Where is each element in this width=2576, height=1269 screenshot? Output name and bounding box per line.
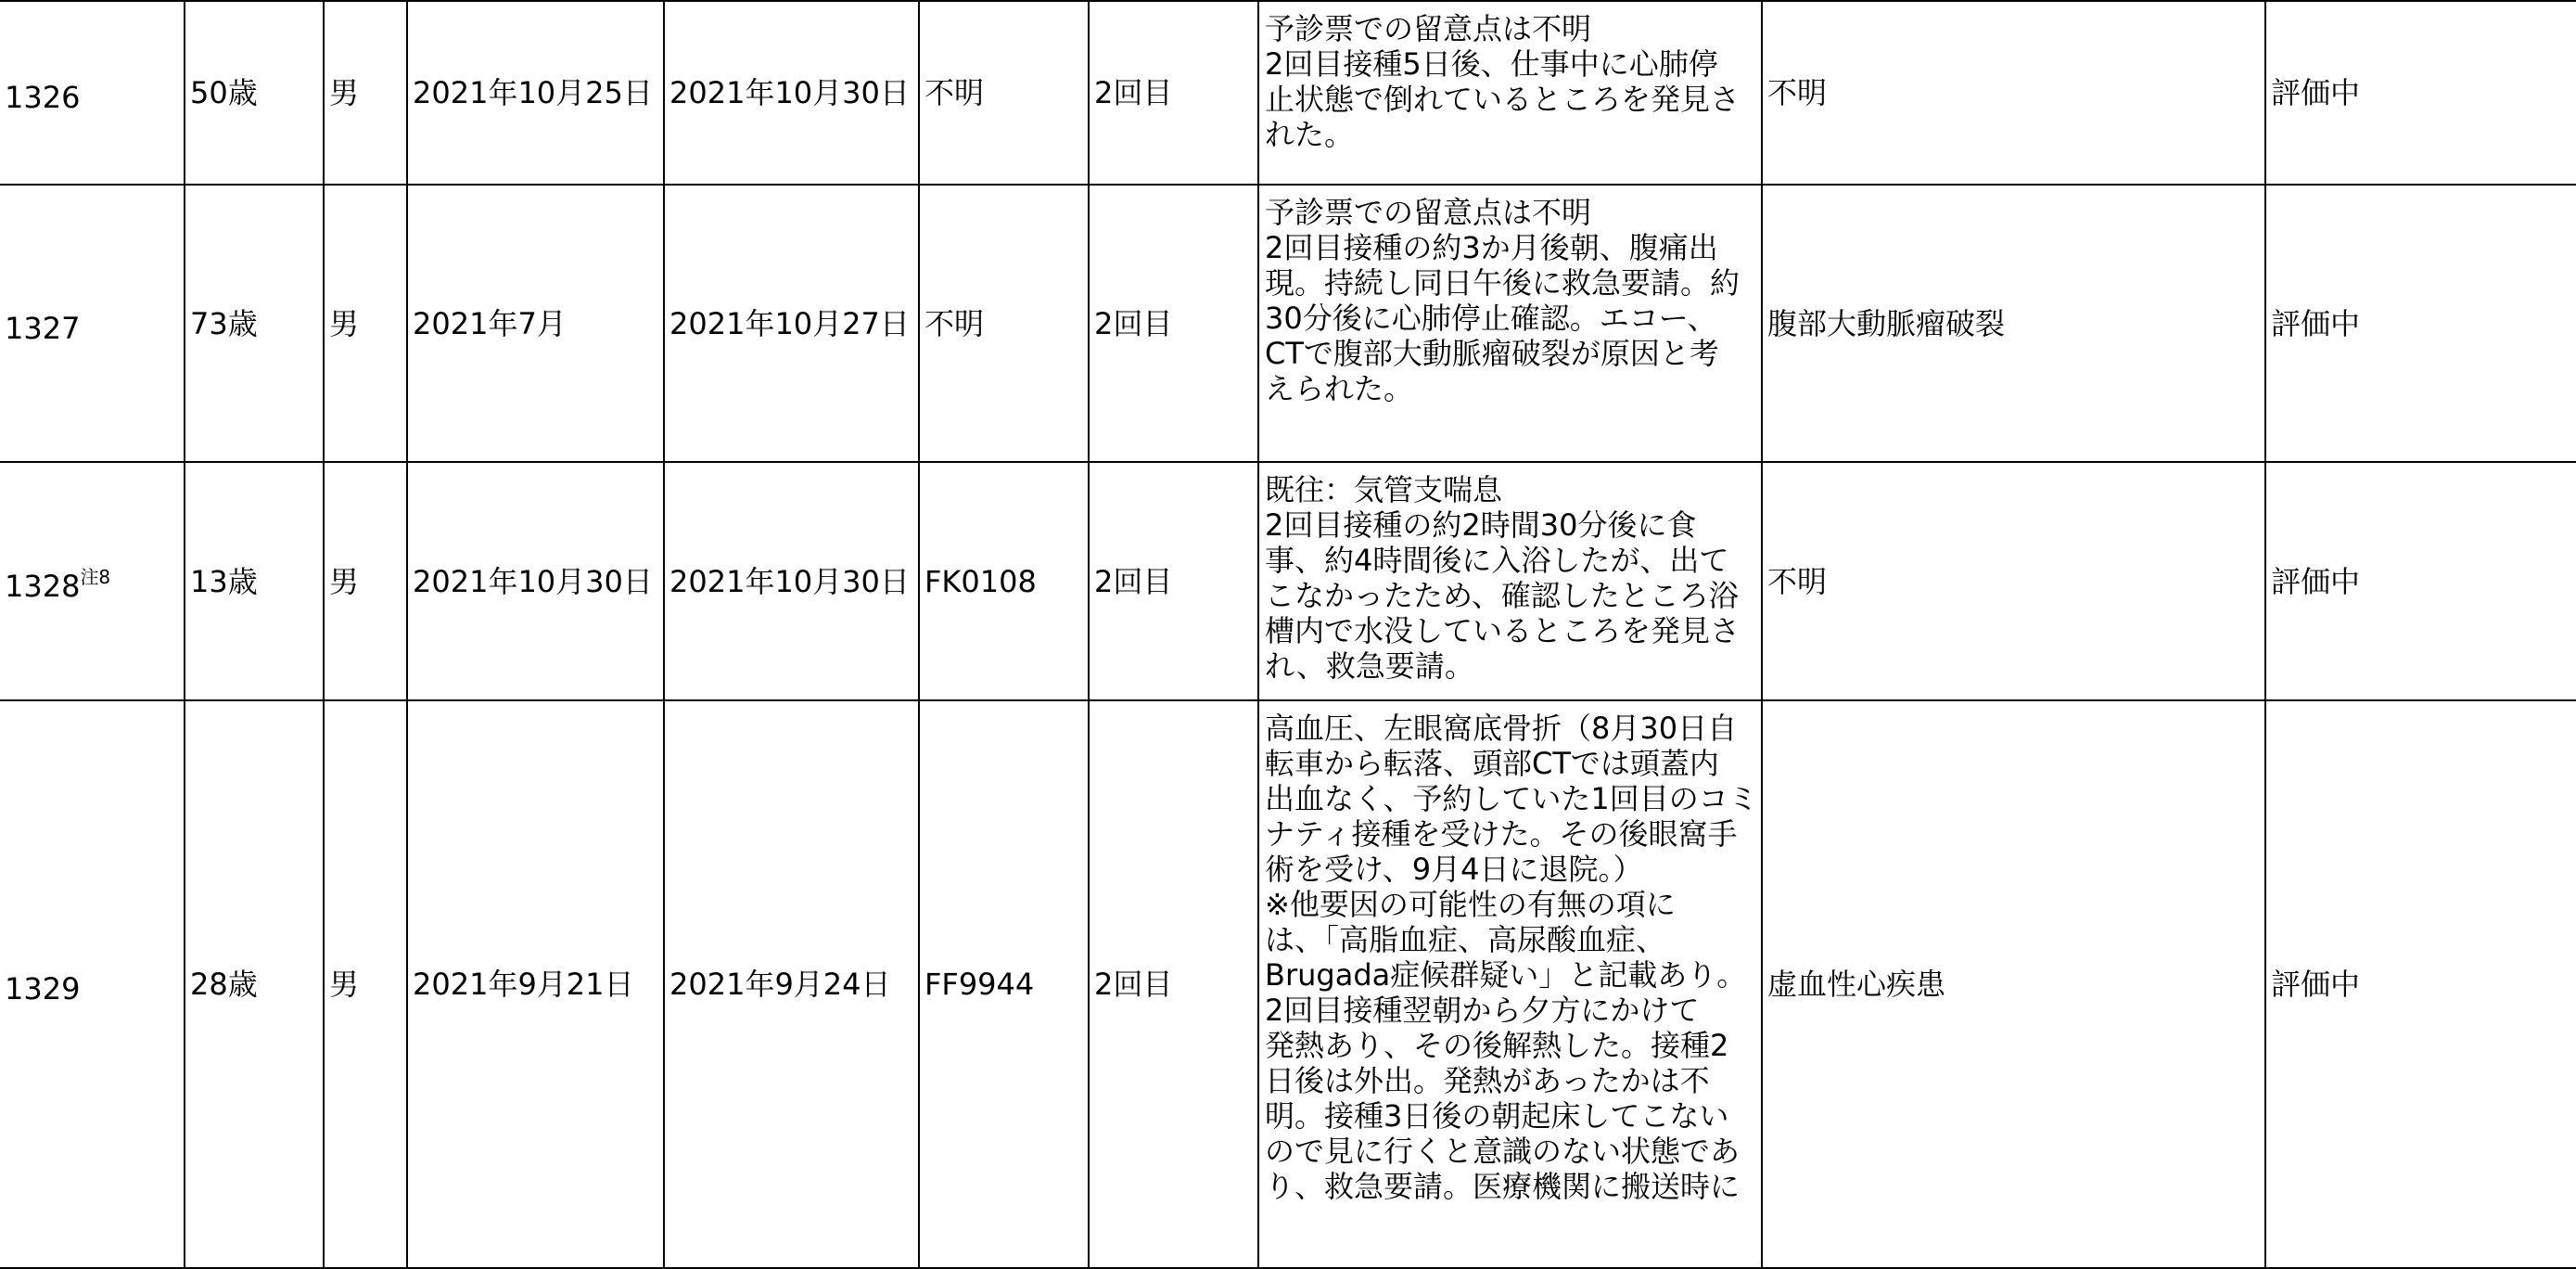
- cause-of-death-cell: 不明: [1762, 462, 2265, 700]
- evaluation-cell: 評価中: [2265, 700, 2576, 1268]
- cause-of-death-cell: 虚血性心疾患: [1762, 700, 2265, 1268]
- case-number-cell: 1327: [0, 185, 185, 462]
- lot-number-cell: 不明: [919, 1, 1089, 185]
- note-line: 発熱あり、その後解熱した。接種2: [1265, 1028, 1729, 1063]
- note-line: 2回目接種の約3か月後朝、腹痛出: [1265, 230, 1718, 265]
- clinical-notes-cell: [1258, 700, 1762, 1268]
- note-line: れた。: [1265, 117, 1355, 152]
- note-line: Brugada症候群疑い」と記載あり。: [1265, 957, 1747, 993]
- sex-cell: 男: [324, 700, 407, 1268]
- sex-cell: 男: [324, 185, 407, 462]
- case-number-cell: 1328$^{注8}$: [0, 462, 185, 700]
- vaccination-date-cell: 2021年10月25日: [407, 1, 664, 185]
- table-row: [0, 462, 2576, 700]
- lot-number-cell: 不明: [919, 185, 1089, 462]
- note-line: 槽内で水没しているところを発見さ: [1265, 613, 1741, 648]
- evaluation-cell: 評価中: [2265, 185, 2576, 462]
- note-line: こなかったため、確認したところ浴: [1265, 578, 1739, 613]
- onset-date-cell: 2021年10月30日: [664, 1, 919, 185]
- note-line: 高血圧、左眼窩底骨折（8月30日自: [1265, 711, 1738, 746]
- clinical-notes-cell: [1258, 185, 1762, 462]
- clinical-notes-cell: [1258, 1, 1762, 185]
- note-line: 転車から転落、頭部CTでは頭蓋内: [1265, 746, 1719, 781]
- note-line: ※他要因の可能性の有無の項に: [1265, 887, 1676, 922]
- footnote-marker: 注8: [80, 565, 111, 588]
- evaluation-cell: 評価中: [2265, 462, 2576, 700]
- evaluation-cell: 評価中: [2265, 1, 2576, 185]
- note-line: 事、約4時間後に入浴したが、出て: [1265, 543, 1729, 578]
- note-line: 予診票での留意点は不明: [1265, 11, 1592, 46]
- age-cell: 13歳: [185, 462, 324, 700]
- note-line: れ、救急要請。: [1265, 648, 1474, 684]
- note-line: は、「高脂血症、高尿酸血症、: [1265, 922, 1666, 957]
- clinical-notes-cell: [1258, 462, 1762, 700]
- lot-number-cell: FF9944: [919, 700, 1089, 1268]
- note-line: 現。持続し同日午後に救急要請。約: [1265, 265, 1741, 301]
- note-line: えられた。: [1265, 371, 1414, 406]
- table-row: [0, 185, 2576, 462]
- onset-date-cell: 2021年10月27日: [664, 185, 919, 462]
- age-cell: 28歳: [185, 700, 324, 1268]
- lot-number-cell: FK0108: [919, 462, 1089, 700]
- note-line: 術を受け、9月4日に退院。）: [1265, 852, 1643, 887]
- note-line: 明。接種3日後の朝起床してこない: [1265, 1098, 1729, 1134]
- age-cell: 50歳: [185, 1, 324, 185]
- dose-cell: 2回目: [1089, 700, 1258, 1268]
- onset-date-cell: 2021年9月24日: [664, 700, 919, 1268]
- cause-of-death-cell: 不明: [1762, 1, 2265, 185]
- note-line: 出血なく、予約していた1回目のコミ: [1265, 781, 1758, 816]
- dose-cell: 2回目: [1089, 462, 1258, 700]
- note-line: 既往：気管支喘息: [1265, 472, 1503, 507]
- case-number-cell: 1329: [0, 700, 185, 1268]
- vaccination-date-cell: 2021年7月: [407, 185, 664, 462]
- note-line: 日後は外出。発熱があったかは不: [1265, 1063, 1710, 1098]
- note-line: 予診票での留意点は不明: [1265, 195, 1592, 230]
- note-line: CTで腹部大動脈瘤破裂が原因と考: [1265, 336, 1719, 371]
- sex-cell: 男: [324, 462, 407, 700]
- note-line: 30分後に心肺停止確認。エコー、: [1265, 301, 1717, 336]
- note-line: ナティ接種を受けた。その後眼窩手: [1265, 816, 1738, 852]
- age-cell: 73歳: [185, 185, 324, 462]
- onset-date-cell: 2021年10月30日: [664, 462, 919, 700]
- note-line: ので見に行くと意識のない状態であ: [1265, 1134, 1741, 1169]
- note-line: 2回目接種翌朝から夕方にかけて: [1265, 993, 1700, 1028]
- note-line: 2回目接種5日後、仕事中に心肺停: [1265, 46, 1718, 82]
- vaccination-date-cell: 2021年10月30日: [407, 462, 664, 700]
- cause-of-death-cell: 腹部大動脈瘤破裂: [1762, 185, 2265, 462]
- dose-cell: 2回目: [1089, 1, 1258, 185]
- table-row: [0, 700, 2576, 1268]
- table-row: [0, 1, 2576, 185]
- note-line: 止状態で倒れているところを発見さ: [1265, 82, 1741, 117]
- dose-cell: 2回目: [1089, 185, 1258, 462]
- vaccination-date-cell: 2021年9月21日: [407, 700, 664, 1268]
- case-number-cell: 1326: [0, 1, 185, 185]
- note-line: り、救急要請。医療機関に搬送時に: [1265, 1169, 1741, 1204]
- table-body: [0, 1, 2576, 1268]
- note-line: 2回目接種の約2時間30分後に食: [1265, 507, 1697, 543]
- sex-cell: 男: [324, 1, 407, 185]
